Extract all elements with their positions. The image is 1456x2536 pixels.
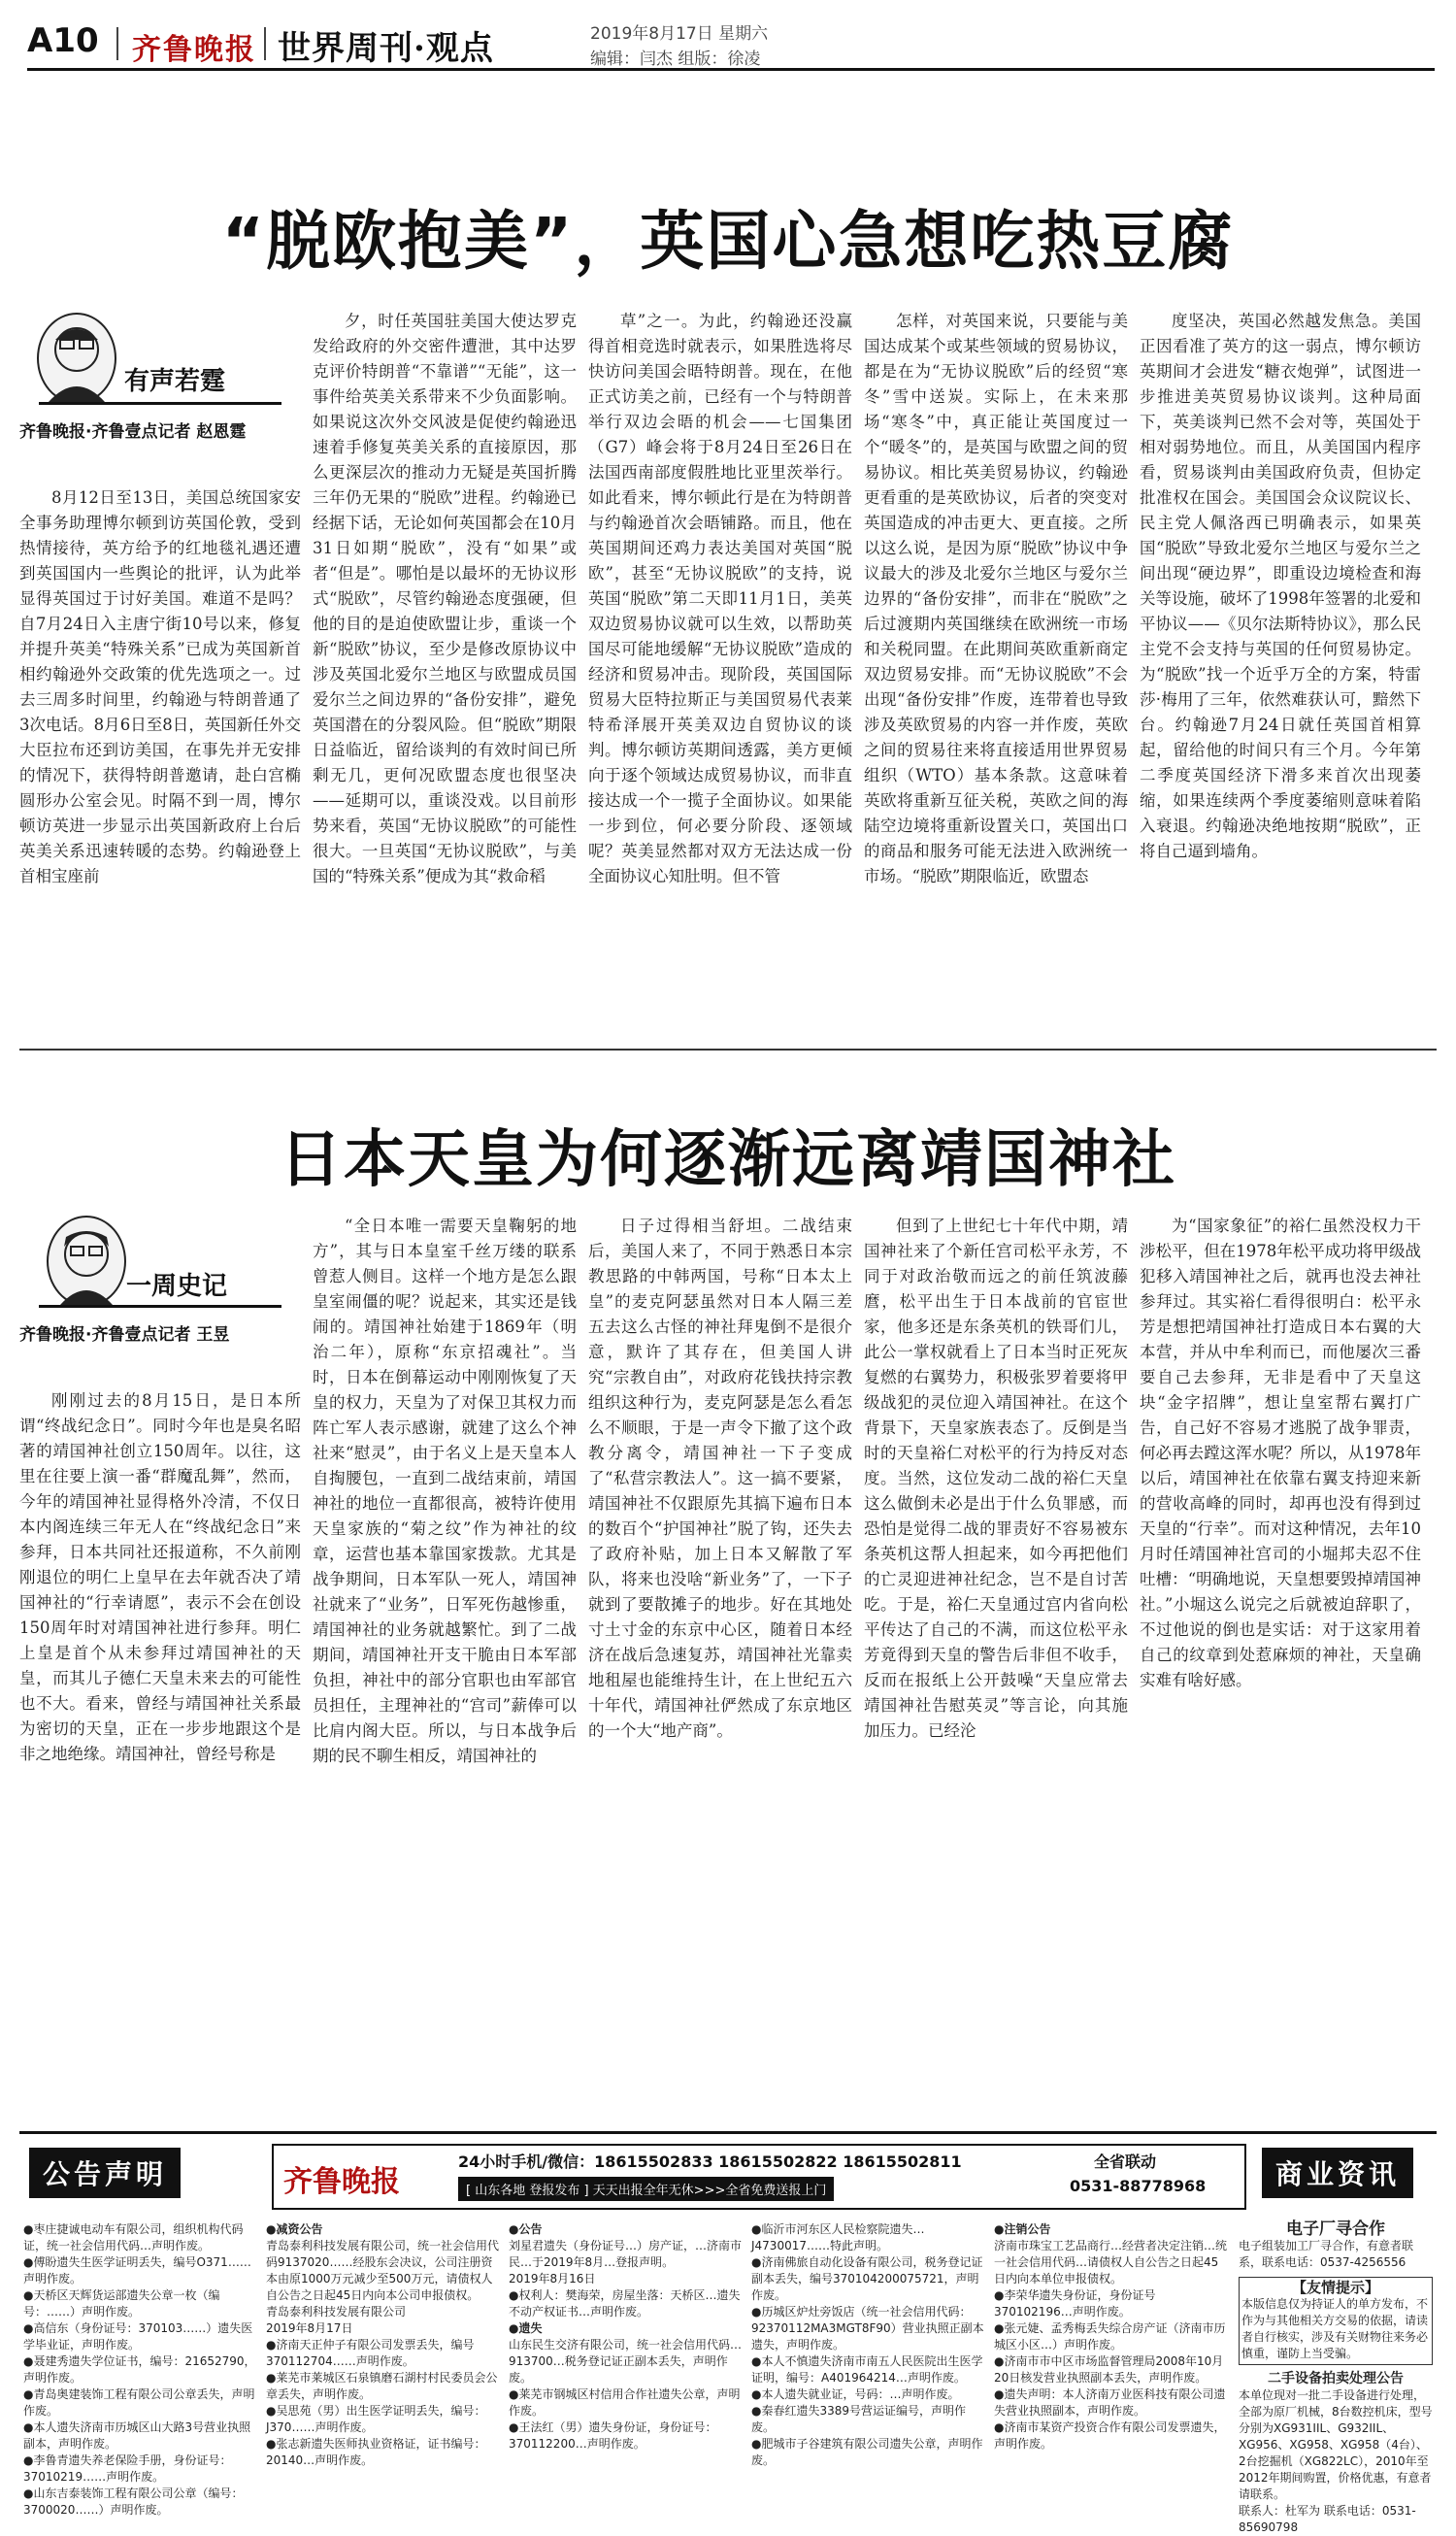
notice-item: ●遗失 <box>509 2321 543 2335</box>
notice-item: 山东民生交济有限公司，统一社会信用代码…913700…税务登记证正副本丢失，声明作废。 <box>509 2338 743 2385</box>
notice-item: ●遗失声明：本人济南万业医科技有限公司遗失营业执照副本，声明作废。 <box>994 2387 1226 2418</box>
masthead <box>27 17 1435 71</box>
biz-ad-title: 二手设备拍卖处理公告 <box>1268 2371 1404 2386</box>
masthead-divider <box>116 27 118 60</box>
article2-col4: 但到了上世纪七十年代中期，靖国神社来了个新任宫司松平永芳，不同于对政治敬而远之的前任筑波藤麿，松平出生于日本战前的官宦世家，他多还是东条英机的铁哥们儿，此公一掌权就看上了日本当时正死灰复燃的右翼势力，积极张罗着要将甲级战犯的灵位迎入靖国神社。在这个背景下，天皇家族表态了。反倒是当时的天皇裕仁对松平的行为持反对态度。当然，这位发动二战的裕仁天皇这么做倒未必是出于什么负罪感，而恐怕是觉得二战的罪责好不容易被东条英机这帮人担起来，如今再把他们的亡灵迎进神社纪念，岂不是自讨苦吃。于是，裕仁天皇通过宫内省向松平传达了自己的不满，而这位松平永芳竟得到天皇的警告后非但不收手，反而在报纸上公开鼓噪“天皇应常去靖国神社告慰英灵”等言论，向其施加压力。已经沦 <box>864 1217 1128 1740</box>
notice-item: ●山东吉泰装饰工程有限公司公章（编号：3700020……）声明作废。 <box>23 2486 244 2517</box>
paper-logo: 齐鲁晚报 <box>132 33 256 67</box>
notice-item: ●济南佛旅自动化设备有限公司，税务登记证副本丢失，编号370104200075721，声明作废。 <box>751 2255 983 2302</box>
ad-banner <box>272 2144 1246 2210</box>
banner-paper: 齐鲁晚报 <box>283 2165 400 2199</box>
notice-item: ●秦春红遗失3389号营运证编号，声明作废。 <box>751 2404 967 2434</box>
notice-item: ●张志新遗失医师执业资格证，证书编号：20140…声明作废。 <box>266 2437 486 2467</box>
notice-item: ●聂建秀遗失学位证书，编号：21652790，声明作废。 <box>23 2354 256 2385</box>
business-column <box>1239 2219 1433 2534</box>
article1-headline: “脱欧抱美”，英国心急想吃热豆腐 <box>221 204 1235 279</box>
author-portrait <box>47 1216 126 1307</box>
article2-col3: 日子过得相当舒坦。二战结束后，美国人来了，不同于熟悉日本宗教思路的中韩两国，号称“日本太上皇”的麦克阿瑟虽然对日本人隔三差五去这么古怪的神社拜鬼倒不是很介意，默许了其存在，但美国人讲究“宗教自由”，对政府花钱扶持宗教组织这种行为，麦克阿瑟是怎么看怎么不顺眼，于是一声令下撤了这个政教分离令，靖国神社一下子变成了“私营宗教法人”。这一搞不要紧，靖国神社不仅跟原先其搞下遍布日本的数百个“护国神社”脱了钩，还失去了政府补贴，加上日本又解散了军队，将来也没啥“新业务”了，一下子就到了要散摊子的地步。好在其地处寸土寸金的东京中心区，随着日本经济在战后急速复苏，靖国神社光靠卖地租屋也能维持生计，在上世纪五六十年代，靖国神社俨然成了东京地区的一个大“地产商”。 <box>588 1217 852 1740</box>
column-name: 一周史记 <box>126 1272 228 1301</box>
biz-ad-body: 电子组装加工厂寻合作，有意者联系，联系电话：0537-4256556 <box>1239 2239 1414 2269</box>
classified-ads <box>19 2131 1437 2534</box>
masthead-divider <box>264 27 266 60</box>
notice-item: 2019年8月17日 <box>266 2321 353 2335</box>
banner-slogan: [ 山东各地 登报发布 ] 天天出报全年无休>>>全省免费送报上门 <box>458 2177 834 2201</box>
notice-item: 青岛泰利科技发展有限公司 <box>266 2305 407 2319</box>
article1-col1: 8月12日至13日，美国总统国家安全事务助理博尔顿到访英国伦敦，受到热情接待，英方给予的红地毯礼遇还遭到英国国内一些舆论的批评，认为此举显得英国过于讨好美国。难道不是吗？自7月24日入主唐宁街10号以来，修复并提升英美“特殊关系”已成为英国新首相约翰逊外交政策的优先选项之一。过去三周多时间里，约翰逊与特朗普通了3次电话。8月6日至8日，英国新任外交大臣拉布还到访美国，在事先并无安排的情况下，获得特朗普邀请，赴白宫椭圆形办公室会见。时隔不到一周，博尔顿访英进一步显示出英国新政府上台后英美关系迅速转暖的态势。约翰逊登上首相宝座前 <box>19 488 301 885</box>
notice-item: ●张元婕、孟秀梅丢失综合房产证（济南市历城区小区…）声明作废。 <box>994 2321 1226 2352</box>
notice-item: ●高信东（身份证号：370103……）遗失医学毕业证，声明作废。 <box>23 2321 253 2352</box>
business-tag: 商业资讯 <box>1262 2148 1413 2198</box>
article1-col5: 度坚决，英国必然越发焦急。美国正因看准了英方的这一弱点，博尔顿访英期间才会进发“糖衣炮弹”，试图进一步推进美英贸易协议谈判。这种局面下，英美谈判已然不会对等，英国处于相对弱势地位。而且，从美国国内程序看，贸易谈判由美国政府负责，但协定批准权在国会。美国国会众议院议长、民主党人佩洛西已明确表示，如果英国“脱欧”导致北爱尔兰地区与爱尔兰之间出现“硬边界”，即重设边境检查和海关等设施，破坏了1998年签署的北爱和平协议——《贝尔法斯特协议》，那么民主党不会支持与英国的任何贸易协定。为“脱欧”找一个近乎万全的方案，特雷莎·梅用了三年，依然难获认可，黯然下台。约翰逊7月24日就任英国首相算起，留给他的时间只有三个月。今年第二季度英国经济下滑多来首次出现萎缩，如果连续两个季度萎缩则意味着陷入衰退。约翰逊决绝地按期“脱欧”，正将自己逼到墙角。 <box>1140 312 1421 860</box>
biz-ad-body: 本单位现对一批二手设备进行处理，全部为原厂机械，8台数控机床，型号分别为XG931IIL、G932IIL、XG956、XG958、XG958（4台）、2台挖掘机（XG822LC），2010年至2012年期间购置，价格优惠，有意者请联系。 <box>1239 2388 1433 2501</box>
column-name: 有声若霆 <box>124 367 226 396</box>
notice-item: 刘星君遗失（身份证号…）房产证，…济南市民…于2019年8月…登报声明。 <box>509 2239 743 2269</box>
notice-item: ●肥城市子谷建筑有限公司遗失公章，声明作废。 <box>751 2437 983 2467</box>
notice-column-5 <box>994 2221 1227 2484</box>
notice-item: ●傅盼遗失生医学证明丢失，编号O371……声明作废。 <box>23 2255 251 2286</box>
notice-column-4 <box>751 2221 984 2484</box>
article2-column-header <box>19 1214 303 1369</box>
page-number: A10 <box>27 21 99 60</box>
notice-item: 2019年8月16日 <box>509 2272 596 2286</box>
notice-item: ●李荣华遗失身份证，身份证号370102196…声明作废。 <box>994 2288 1156 2319</box>
article2-col1: 刚刚过去的8月15日，是日本所谓“终战纪念日”。同时今年也是臭名昭著的靖国神社创立150周年。以往，这里在往要上演一番“群魔乱舞”，然而，今年的靖国神社显得格外冷清，不仅日本内阁连续三年无人在“终战纪念日”来参拜，日本共同社还报道称，不久前刚刚退位的明仁上皇早在去年就否决了靖国神社的“行幸请愿”，表示不会在创设150周年时对靖国神社进行参拜。明仁上皇是首个从未参拜过靖国神社的天皇，而其儿子德仁天皇未来去的可能性也不大。看来，曾经与靖国神社关系最为密切的天皇，正在一步步地跟这个是非之地绝缘。靖国神社，曾经号称是 <box>19 1391 301 1763</box>
notice-tag: 公告声明 <box>29 2148 181 2198</box>
article2-col2: “全日本唯一需要天皇鞠躬的地方”，其与日本皇室千丝万缕的联系曾惹人侧目。这样一个地方是怎么跟皇室闹僵的呢？说起来，其实还是钱闹的。靖国神社始建于1869年（明治二年），原称“东京招魂社”。当时，日本在倒幕运动中刚刚恢复了天皇的权力，天皇为了对保卫其权力而阵亡军人表示感谢，就建了这么个神社来“慰灵”，由于名义上是天皇本人自掏腰包，一直到二战结束前，靖国神社的地位一直都很高，被特许使用天皇家族的“菊之纹”作为神社的纹章，运营也基本靠国家拨款。尤其是战争期间，日本军队一死人，靖国神社就来了“业务”，日军死伤越惨重，靖国神社的业务就越繁忙。到了二战期间，靖国神社开支干脆由日本军部负担，神社中的部分官职也由军部官员担任，主理神社的“宫司”薪俸可以比肩内阁大臣。所以，与日本战争后期的民不聊生相反，靖国神社的 <box>313 1217 577 1765</box>
tip-title: 【友情提示】 <box>1291 2279 1379 2296</box>
header-rule <box>39 402 281 405</box>
hotline-label: 24小时手机/微信： <box>458 2152 595 2171</box>
article1-col3: 草”之一。为此，约翰逊还没赢得首相竞选时就表示，如果胜选将尽快访问美国会晤特朗普。现在，在他正式访美之前，已经有一个与特朗普举行双边会晤的机会——七国集团（G7）峰会将于8月24日至26日在法国西南部度假胜地比亚里茨举行。如此看来，博尔顿此行是在为特朗普与约翰逊首次会晤铺路。而且，他在英国期间还鸡力表达美国对英国“脱欧”，甚至“无协议脱欧”的支持，说英国“脱欧”第二天即11月1日，美英双边贸易协议就可以生效，以帮助英国尽可能地缓解“无协议脱欧”造成的经济和贸易冲击。现阶段，英国国际贸易大臣特拉斯正与美国贸易代表莱特希泽展开英美双边自贸协议的谈判。博尔顿访英期间透露，美方更倾向于逐个领域达成贸易协议，而非直接达成一个一揽子全面协议。如果能一步到位，何必要分阶段、逐领域呢？英美显然都对双方无法达成一份全面协议心知肚明。但不管 <box>588 312 852 885</box>
issue-date: 2019年8月17日 星期六 <box>590 24 769 44</box>
notice-item: ●青岛奥建装饰工程有限公司公章丢失，声明作废。 <box>23 2387 255 2418</box>
header-rule <box>39 1305 281 1308</box>
article-divider <box>19 1049 1437 1051</box>
notice-item: ●公告 <box>509 2222 543 2236</box>
notice-item: ●权利人：樊海荣，房屋坐落：天桥区…遗失不动产权证书…声明作废。 <box>509 2288 741 2319</box>
byline: 齐鲁晚报·齐鲁壹点记者 王昱 <box>19 1325 230 1345</box>
article2-col5: 为“国家象征”的裕仁虽然没权力干涉松平，但在1978年松平成功将甲级战犯移入靖国神社之后，就再也没去神社参拜过。其实裕仁看得很明白：松平永芳是想把靖国神社打造成日本右翼的大本营，并从中牟利而已，而他屡次三番要自己去参拜，无非是看中了天皇这块“金字招牌”，想让皇室帮右翼打广告，自己好不容易才逃脱了战争罪责，何必再去蹚这浑水呢？所以，从1978年以后，靖国神社在依靠右翼支持迎来新的营收高峰的同时，却再也没有得到过天皇的“行幸”。而对这种情况，去年10月时任靖国神社宫司的小堀邦夫忍不住吐槽：“明确地说，天皇想要毁掉靖国神社。”小堀这么说完之后就被迫辞职了，不过他说的倒也是实话：对于这家用着自己的纹章到处惹麻烦的神社，天皇确实难有啥好感。 <box>1140 1217 1421 1689</box>
issue-meta <box>590 21 768 72</box>
notice-column-1 <box>23 2221 256 2517</box>
notice-column-2 <box>266 2221 499 2484</box>
notice-item: 济南市珠宝工艺品商行…经营者决定注销…统一社会信用代码…请债权人自公告之日起45日内向本单位申报债权。 <box>994 2239 1228 2286</box>
banner-phone: 0531-88778968 <box>1070 2177 1207 2195</box>
section-title: 世界周刊·观点 <box>278 29 494 68</box>
notice-item: ●莱芜市钢城区村信用合作社遗失公章，声明作废。 <box>509 2387 741 2418</box>
tip-body: 本版信息仅为持证人的单方发布，不作为与其他相关方交易的依据，请读者自行核实，涉及有关财物往来务必慎重，谨防上当受骗。 <box>1241 2297 1429 2360</box>
article1-col4: 怎样，对英国来说，只要能与美国达成某个或某些领域的贸易协议，都是在为“无协议脱欧”后的经贸“寒冬”雪中送炭。实际上，在未来那场“寒冬”中，真正能让英国度过一个“暖冬”的，是英国与欧盟之间的贸易协议。相比英美贸易协议，约翰逊更看重的是英欧协议，后者的突变对英国造成的冲击更大、更直接。之所以这么说，是因为原“脱欧”协议中争议最大的涉及北爱尔兰地区与爱尔兰边界的“备份安排”，而非在“脱欧”之后过渡期内英国继续在欧洲统一市场和关税同盟。在此期间英欧重新商定双边贸易安排。而“无协议脱欧”不会出现“备份安排”作废，连带着也导致涉及英欧贸易的内容一并作废，英欧之间的贸易往来将直接适用世界贸易组织（WTO）基本条款。这意味着英欧将重新互征关税，英欧之间的海陆空边境将重新设置关口，英国出口的商品和服务可能无法进入欧洲统一市场。“脱欧”期限临近，欧盟态 <box>864 312 1128 885</box>
biz-ad-contact: 联系人：杜军为 联系电话：0531-85690798 <box>1239 2504 1416 2534</box>
network-label: 全省联动 <box>1094 2152 1157 2171</box>
notice-item: ●天桥区天辉货运部遗失公章一枚（编号：……）声明作废。 <box>23 2288 220 2319</box>
notice-item: ●历城区炉灶旁饭店（统一社会信用代码：92370112MA3MGT8F90）营业执照正副本遗失，声明作废。 <box>751 2305 984 2352</box>
notice-item: ●注销公告 <box>994 2222 1051 2236</box>
notice-item: ●王法红（男）遗失身份证，身份证号：370112200…声明作废。 <box>509 2420 717 2451</box>
notice-item: ●减资公告 <box>266 2222 323 2236</box>
article1-col2: 夕，时任英国驻美国大使达罗克发给政府的外交密件遭泄，其中达罗克评价特朗普“不靠谱”“无能”，这一事件给英美关系带来不少负面影响。如果说这次外交风波是促使约翰逊迅速着手修复英美关系的直接原因，那么更深层次的推动力无疑是英国折腾三年仍无果的“脱欧”进程。约翰逊已经据下话，无论如何英国都会在10月31日如期“脱欧”，没有“如果”或者“但是”。哪怕是以最坏的无协议形式“脱欧”，尽管约翰逊态度强硬，但他的目的是迫使欧盟让步，重谈一个新“脱欧”协议，至少是修改原协议中涉及英国北爱尔兰地区与欧盟成员国爱尔兰之间边界的“备份安排”，避免英国潜在的分裂风险。但“脱欧”期限日益临近，留给谈判的有效时间已所剩无几，更何况欧盟态度也很坚决——延期可以，重谈没戏。以目前形势来看，英国“无协议脱欧”的可能性很大。一旦英国“无协议脱欧”，与美国的“特殊关系”便成为其“救命稻 <box>313 312 577 885</box>
byline: 齐鲁晚报·齐鲁壹点记者 赵恩霆 <box>19 422 247 442</box>
hotline-numbers: 18615502833 18615502822 18615502811 <box>594 2152 962 2171</box>
article2-headline: 日本天皇为何逐渐远离靖国神社 <box>280 1124 1176 1196</box>
notice-item: ●本人遗失济南市历城区山大路3号营业执照副本，声明作废。 <box>23 2420 251 2451</box>
notice-item: 青岛泰利科技发展有限公司，统一社会信用代码9137020……经股东会决议，公司注册资本由原1000万元减少至500万元，请债权人自公告之日起45日内向本公司申报债权。 <box>266 2239 500 2302</box>
editors: 编辑：闫杰 组版：徐凌 <box>590 50 761 69</box>
notice-item: ●枣庄捷诚电动车有限公司，组织机构代码证，统一社会信用代码…声明作废。 <box>23 2222 244 2252</box>
notice-item: ●莱芜市莱城区石泉镇磨石湖村村民委员会公章丢失，声明作废。 <box>266 2371 498 2401</box>
notice-column-3 <box>509 2221 742 2484</box>
notice-item: ●本人不慎遗失济南市南五人民医院出生医学证明，编号：A401964214…声明作废。 <box>751 2354 983 2385</box>
notice-item: ●本人遗失就业证，号码：…声明作废。 <box>751 2387 960 2401</box>
article1-column-header <box>19 311 303 466</box>
notice-item: ●济南天正仲子有限公司发票丢失，编号370112704……声明作废。 <box>266 2338 475 2368</box>
notice-item: ●临沂市河东区人民检察院遗失…J4730017……特此声明。 <box>751 2222 925 2252</box>
notice-item: ●济南市某资产投资合作有限公司发票遗失，声明作废。 <box>994 2420 1226 2451</box>
notice-item: ●吴思苑（男）出生医学证明丢失，编号：J370……声明作废。 <box>266 2404 486 2434</box>
biz-ad-title: 电子厂寻合作 <box>1286 2219 1385 2239</box>
author-portrait <box>37 313 116 404</box>
notice-item: ●李鲁青遗失养老保险手册，身份证号：37010219……声明作废。 <box>23 2453 232 2484</box>
notice-item: ●济南市市中区市场监督管理局2008年10月20日核发营业执照副本丢失，声明作废。 <box>994 2354 1224 2385</box>
